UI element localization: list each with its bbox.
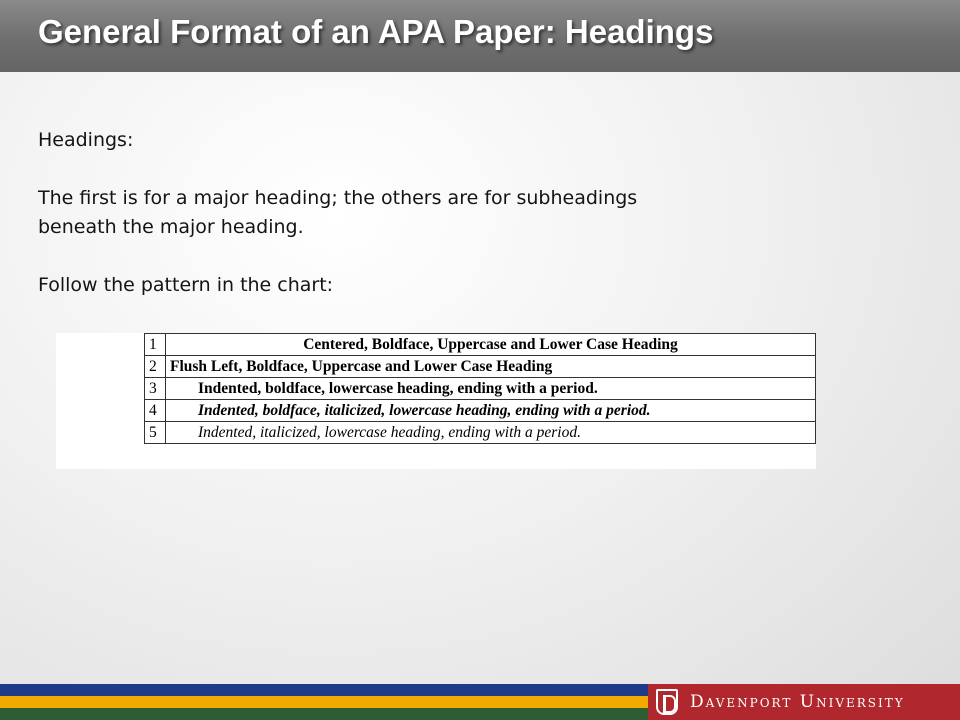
level-number: 4	[145, 400, 166, 422]
slide-body	[38, 126, 638, 300]
level-description: Flush Left, Boldface, Uppercase and Lower Case Heading	[166, 356, 816, 378]
headings-description: The first is for a major heading; the others are for subheadings beneath the major heading.	[38, 187, 638, 238]
title-bar	[0, 0, 960, 72]
davenport-du-shield-icon	[656, 689, 678, 715]
table-row	[145, 400, 816, 422]
university-brand	[648, 684, 960, 720]
level-description: Centered, Boldface, Uppercase and Lower Case Heading	[166, 334, 816, 356]
level-number: 5	[145, 422, 166, 444]
headings-label: Headings:	[38, 129, 134, 151]
slide-title: General Format of an APA Paper: Headings	[38, 13, 714, 50]
university-name: Davenport University	[690, 692, 905, 712]
level-number: 2	[145, 356, 166, 378]
footer-stripe-gold	[0, 696, 648, 708]
level-description: Indented, italicized, lowercase heading, ending with a period.	[166, 422, 816, 444]
table-row	[145, 378, 816, 400]
footer-band	[0, 684, 960, 720]
heading-levels-table	[144, 333, 816, 444]
level-description: Indented, boldface, italicized, lowercase heading, ending with a period.	[166, 400, 816, 422]
table-row	[145, 334, 816, 356]
chart-instruction: Follow the pattern in the chart:	[38, 274, 334, 296]
level-number: 3	[145, 378, 166, 400]
footer-stripe-green	[0, 708, 648, 720]
footer-stripe-blue	[0, 684, 648, 696]
level-number: 1	[145, 334, 166, 356]
level-description: Indented, boldface, lowercase heading, ending with a period.	[166, 378, 816, 400]
heading-levels-chart	[56, 333, 816, 469]
table-row	[145, 356, 816, 378]
table-row	[145, 422, 816, 444]
